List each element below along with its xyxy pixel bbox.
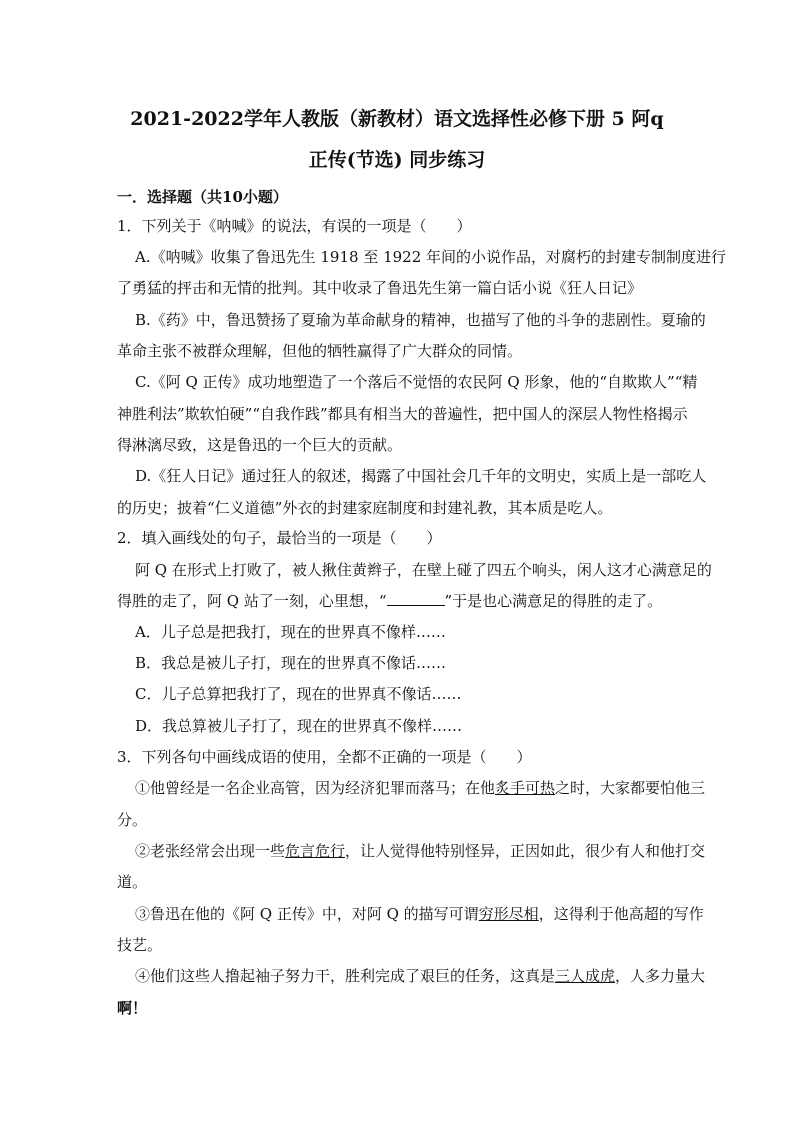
q1-option-c-line-2: 神胜利法”欺软怕硬”“自我作践”都具有相当大的普遍性，把中国人的深层人物性格揭示 [117,405,688,423]
q3-sentence-3-line-1 [135,904,704,924]
q3-s1-text-a: ①他曾经是一名企业高管，因为经济犯罪而落马；在他 [135,779,496,797]
q3-s1-text-b: 之时，大家都要怕他三 [555,779,706,797]
q2-passage-part-a: 得胜的走了，阿 Q 站了一刻，心里想，“ [117,592,387,610]
q3-sentence-3-line-2: 技艺。 [117,936,163,954]
q3-s3-text-b: ，这得利于他高超的写作 [538,905,704,923]
q1-option-a-line-1: A.《呐喊》收集了鲁迅先生 1918 至 1922 年间的小说作品，对腐朽的封建专制制度进行 [135,248,727,266]
q2-passage-line-2 [117,591,662,611]
doc-title-line-1: 2021-2022学年人教版（新教材）语文选择性必修下册 5 阿q [130,108,664,130]
q3-sentence-4-line-1 [135,966,705,986]
q3-s2-text-a: ②老张经常会出现一些 [135,842,286,860]
section-heading: 一．选择题（共10小题） [117,188,288,206]
q1-option-c-line-1: C.《阿 Q 正传》成功地塑造了一个落后不觉悟的农民阿 Q 形象，他的“自欺欺人”“精 [135,373,698,391]
q2-passage-line-1: 阿 Q 在形式上打败了，被人揪住黄辫子，在壁上碰了四五个响头，闲人这才心满意足的 [135,561,712,579]
q1-option-d-line-1: D.《狂人日记》通过狂人的叙述，揭露了中国社会几千年的文明史，实质上是一部吃人 [135,467,707,485]
q3-sentence-2-line-2: 道。 [117,873,148,891]
q1-option-a-line-2: 了勇猛的抨击和无情的批判。其中收录了鲁迅先生第一篇白话小说《狂人日记》 [117,279,643,297]
doc-title-line-2: 正传(节选) 同步练习 [308,149,486,171]
q2-option-c: C．儿子总算把我打了，现在的世界真不像话…… [135,685,462,703]
q1-option-c-line-3: 得淋漓尽致，这是鲁迅的一个巨大的贡献。 [117,436,403,454]
question-3-stem: 3．下列各句中画线成语的使用，全都不正确的一项是（ ） [117,748,532,766]
q3-s4-text-b: ，人多力量大 [615,967,706,985]
q3-sentence-1-line-1 [135,778,705,798]
q3-sentence-2-line-1 [135,841,705,861]
q3-sentence-4-line-2: 啊！ [117,999,148,1017]
q3-s3-text-a: ③鲁迅在他的《阿 Q 正传》中，对阿 Q 的描写可谓 [135,905,479,923]
q2-option-a: A．儿子总是把我打，现在的世界真不像样…… [135,623,446,641]
q3-s4-idiom: 三人成虎 [555,967,616,985]
q3-s4-text-a: ④他们这些人撸起袖子努力干，胜利完成了艰巨的任务，这真是 [135,967,556,985]
q1-option-d-line-2: 的历史；披着“仁义道德”外衣的封建家庭制度和封建礼教，其本质是吃人。 [117,499,613,517]
question-2-stem: 2．填入画线处的句子，最恰当的一项是（ ） [117,529,442,547]
q3-s3-idiom: 穷形尽相 [478,905,539,923]
q3-s2-idiom: 危言危行 [285,842,346,860]
q1-option-b-line-2: 革命主张不被群众理解，但他的牺牲赢得了广大群众的同情。 [117,342,523,360]
q3-s2-text-b: ，让人觉得他特别怪异，正因如此，很少有人和他打交 [345,842,706,860]
q3-sentence-1-line-2: 分。 [117,811,148,829]
q3-s1-idiom: 炙手可热 [495,779,556,797]
question-1-stem: 1．下列关于《呐喊》的说法，有误的一项是（ ） [117,217,472,235]
q2-option-b: B．我总是被儿子打，现在的世界真不像话…… [135,654,447,672]
q2-option-d: D．我总算被儿子打了，现在的世界真不像样…… [135,717,463,735]
q2-passage-part-b: ”于是也心满意足的得胜的走了。 [444,592,663,610]
q1-option-b-line-1: B.《药》中，鲁迅赞扬了夏瑜为革命献身的精神，也描写了他的斗争的悲剧性。夏瑜的 [135,311,706,329]
answer-blank [387,591,445,606]
